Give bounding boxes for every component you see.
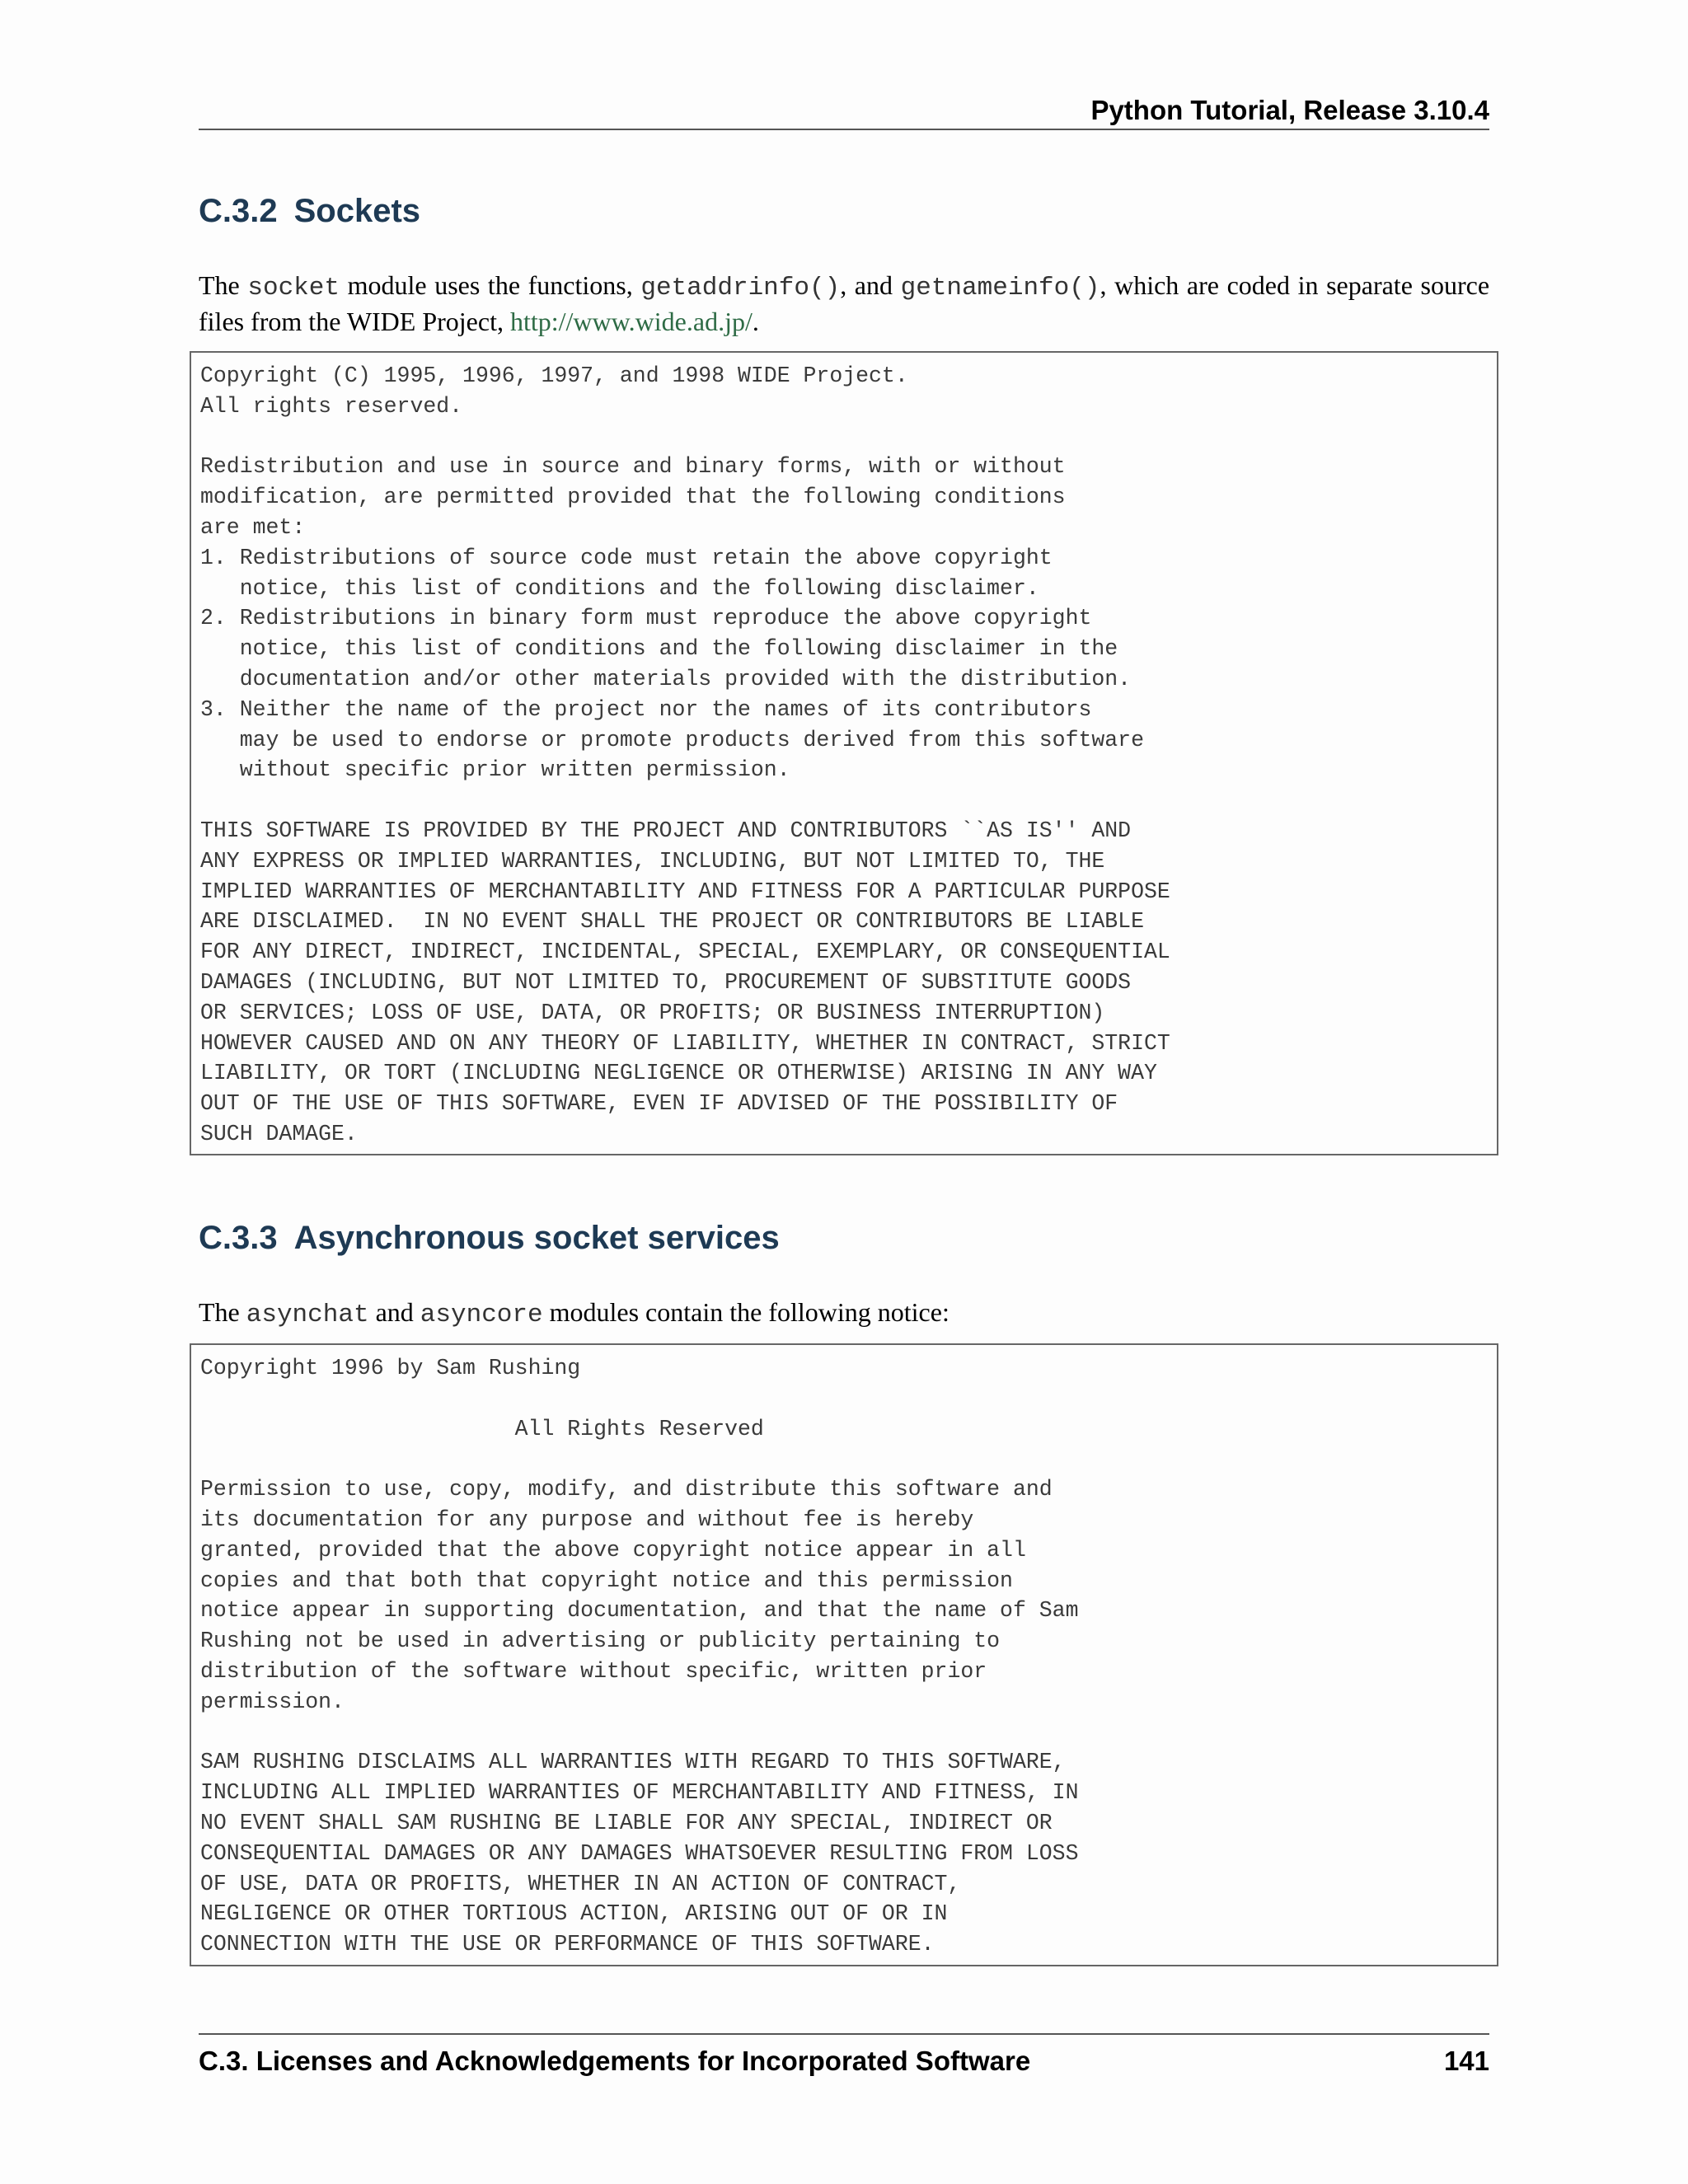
section-heading-sockets — [199, 191, 420, 231]
page-number: 141 — [1443, 2046, 1489, 2076]
section-number: C.3.3 — [199, 1220, 278, 1256]
section-title: Sockets — [293, 193, 421, 229]
text-run: , which are coded in separate source files from the WIDE Project, — [199, 270, 1490, 336]
page-footer — [199, 2033, 1489, 2083]
async-intro-paragraph — [199, 1296, 1489, 1332]
wide-project-link[interactable]: http://www.wide.ad.jp/ — [509, 307, 753, 336]
section-heading-async — [199, 1218, 780, 1258]
footer-title: C.3. Licenses and Acknowledgements for Incorporated Software — [199, 2046, 1031, 2076]
section-number: C.3.2 — [199, 193, 278, 229]
text-run: modules contain the following notice: — [542, 1297, 950, 1327]
text-run: module uses the functions, — [340, 270, 641, 300]
wide-license-block: Copyright (C) 1995, 1996, 1997, and 1998 WIDE Project. All rights reserved. Redistribution and use in source and binary forms, with or without modification, are permitted provided that the following conditions are met: 1. Redistributions of source code must retain the above copyright notice, this list of conditions and the following disclaimer. 2. Redistributions in binary form must reproduce the above copyright notice, this list of conditions and the following disclaimer in the documentation and/or other materials provided with the distribution. 3. Neither the name of the project nor the names of its contributors may be used to endorse or promote products derived from this software without specific prior written permission. THIS SOFTWARE IS PROVIDED BY THE PROJECT AND CONTRIBUTORS ``AS IS'' AND ANY EXPRESS OR IMPLIED WARRANTIES, INCLUDING, BUT NOT LIMITED TO, THE IMPLIED WARRANTIES OF MERCHANTABILITY AND FITNESS FOR A PARTICULAR PURPOSE ARE DISCLAIMED. IN NO EVENT SHALL THE PROJECT OR CONTRIBUTORS BE LIABLE FOR ANY DIRECT, INDIRECT, INCIDENTAL, SPECIAL, EXEMPLARY, OR CONSEQUENTIAL DAMAGES (INCLUDING, BUT NOT LIMITED TO, PROCUREMENT OF SUBSTITUTE GOODS OR SERVICES; LOSS OF USE, DATA, OR PROFITS; OR BUSINESS INTERRUPTION) HOWEVER CAUSED AND ON ANY THEORY OF LIABILITY, WHETHER IN CONTRACT, STRICT LIABILITY, OR TORT (INCLUDING NEGLIGENCE OR OTHERWISE) ARISING IN ANY WAY OUT OF THE USE OF THIS SOFTWARE, EVEN IF ADVISED OF THE POSSIBILITY OF SUCH DAMAGE. — [190, 351, 1498, 1155]
sockets-intro-paragraph — [199, 269, 1489, 338]
page-header — [199, 91, 1489, 130]
text-run: The — [199, 270, 248, 300]
section-title: Asynchronous socket services — [293, 1220, 780, 1256]
inline-code-getaddrinfo: getaddrinfo() — [640, 274, 841, 302]
rushing-license-block: Copyright 1996 by Sam Rushing All Rights Reserved Permission to use, copy, modify, and distribute this software and its documentation for any purpose and without fee is hereby granted, provided that the above copyright notice appear in all copies and that both that copyright notice and this permission notice appear in supporting documentation, and that the name of Sam Rushing not be used in advertising or publicity pertaining to distribution of the software without specific, written prior permission. SAM RUSHING DISCLAIMS ALL WARRANTIES WITH REGARD TO THIS SOFTWARE, INCLUDING ALL IMPLIED WARRANTIES OF MERCHANTABILITY AND FITNESS, IN NO EVENT SHALL SAM RUSHING BE LIABLE FOR ANY SPECIAL, INDIRECT OR CONSEQUENTIAL DAMAGES OR ANY DAMAGES WHATSOEVER RESULTING FROM LOSS OF USE, DATA OR PROFITS, WHETHER IN AN ACTION OF CONTRACT, NEGLIGENCE OR OTHER TORTIOUS ACTION, ARISING OUT OF OR IN CONNECTION WITH THE USE OR PERFORMANCE OF THIS SOFTWARE. — [190, 1343, 1498, 1966]
text-run: , and — [840, 270, 901, 300]
inline-code-socket: socket — [247, 274, 340, 302]
text-run: and — [368, 1297, 420, 1327]
text-run: The — [199, 1297, 246, 1327]
release-title: Python Tutorial, Release 3.10.4 — [1090, 95, 1489, 125]
inline-code-asyncore: asyncore — [420, 1301, 543, 1329]
inline-code-asynchat: asynchat — [246, 1301, 369, 1329]
text-run: . — [752, 307, 759, 336]
inline-code-getnameinfo: getnameinfo() — [900, 274, 1100, 302]
